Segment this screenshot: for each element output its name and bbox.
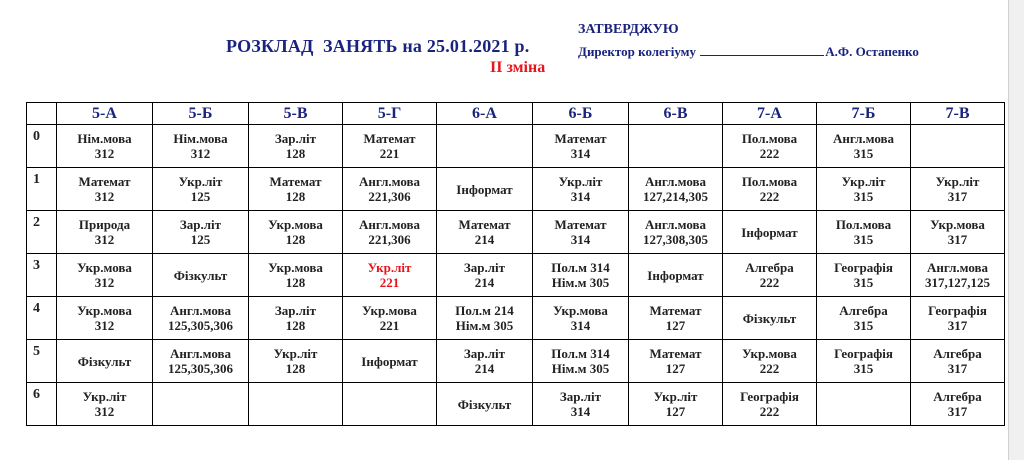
room-text: 317 — [947, 318, 968, 333]
room-text: 312 — [190, 146, 211, 161]
subject-text: Зар.літ — [559, 389, 602, 404]
room-text: 317 — [947, 361, 968, 376]
lesson-cell — [817, 340, 911, 383]
subject-text: Пол.мова — [741, 131, 798, 146]
lesson-cell — [153, 340, 249, 383]
lesson-cell — [533, 297, 629, 340]
lesson-cell — [629, 383, 723, 426]
room-text: 314 — [570, 404, 591, 419]
room-text: 222 — [759, 146, 780, 161]
subject-text: Пол.м 314 — [551, 346, 610, 361]
lesson-cell — [911, 211, 1005, 254]
subject-text: Алгебра — [933, 346, 982, 361]
room-text: 128 — [285, 146, 306, 161]
room-text: 128 — [285, 318, 306, 333]
subject-text: Математ — [78, 174, 131, 189]
subject-text: Укр.мова — [77, 260, 132, 275]
lesson-cell — [57, 383, 153, 426]
subject-text: Укр.мова — [268, 217, 323, 232]
room-text: 317 — [947, 232, 968, 247]
room-text: 222 — [759, 361, 780, 376]
lesson-cell — [723, 297, 817, 340]
subject-text: Математ — [554, 217, 607, 232]
lesson-cell — [533, 125, 629, 168]
lesson-cell — [343, 211, 437, 254]
subject-text: Математ — [649, 346, 702, 361]
lesson-cell — [723, 254, 817, 297]
lesson-number: 6 — [27, 383, 57, 426]
room-text: 127,214,305 — [643, 189, 708, 204]
lesson-number: 2 — [27, 211, 57, 254]
lesson-cell — [57, 125, 153, 168]
page-title: РОЗКЛАД ЗАНЯТЬ на 25.01.2021 р. — [226, 36, 530, 56]
lesson-cell — [911, 125, 1005, 168]
lesson-cell — [533, 383, 629, 426]
lesson-cell — [817, 211, 911, 254]
subject-text: Математ — [363, 131, 416, 146]
lesson-cell — [911, 383, 1005, 426]
lesson-cell — [249, 125, 343, 168]
lesson-cell — [533, 211, 629, 254]
lesson-cell — [249, 168, 343, 211]
room-text: 315 — [853, 146, 874, 161]
room-text: 214 — [474, 232, 495, 247]
lesson-cell — [437, 340, 533, 383]
room-text: 314 — [570, 232, 591, 247]
room-text: 221 — [379, 275, 400, 290]
lesson-cell — [437, 211, 533, 254]
subject-text: Алгебра — [839, 303, 888, 318]
subject-text: Зар.літ — [463, 260, 506, 275]
room-text: Нім.м 305 — [551, 275, 610, 290]
subject-text: Нім.мова — [173, 131, 228, 146]
subject-text: Англ.мова — [169, 346, 232, 361]
room-text: 127 — [665, 318, 686, 333]
corner-cell — [27, 103, 57, 125]
lesson-number: 3 — [27, 254, 57, 297]
approval-heading: ЗАТВЕРДЖУЮ — [578, 22, 679, 37]
subject-text: Англ.мова — [358, 174, 421, 189]
table-row — [27, 297, 1005, 340]
lesson-cell — [343, 297, 437, 340]
lesson-cell — [153, 383, 249, 426]
subject-text: Фізкульт — [742, 310, 797, 326]
subject-text: Укр.літ — [841, 174, 886, 189]
lesson-cell — [153, 297, 249, 340]
room-text: 222 — [759, 275, 780, 290]
subject-text: Фізкульт — [77, 353, 132, 369]
lesson-cell — [723, 168, 817, 211]
lesson-cell — [629, 168, 723, 211]
room-text: 214 — [474, 275, 495, 290]
room-text: 315 — [853, 275, 874, 290]
subject-text: Англ.мова — [169, 303, 232, 318]
subject-text: Укр.мова — [362, 303, 417, 318]
lesson-cell — [57, 254, 153, 297]
subject-text: Укр.літ — [558, 174, 603, 189]
shift-label: ІІ зміна — [490, 59, 546, 76]
class-header: 6-А — [437, 103, 533, 125]
lesson-number: 5 — [27, 340, 57, 383]
room-text: 127 — [665, 404, 686, 419]
subject-text: Інформат — [361, 353, 418, 369]
lesson-cell — [343, 254, 437, 297]
lesson-cell — [911, 340, 1005, 383]
room-text: 128 — [285, 275, 306, 290]
lesson-cell — [343, 340, 437, 383]
room-text: 222 — [759, 189, 780, 204]
lesson-cell — [437, 168, 533, 211]
lesson-cell — [911, 254, 1005, 297]
subject-text: Англ.мова — [644, 174, 707, 189]
room-text: 127,308,305 — [643, 232, 708, 247]
room-text: 125,305,306 — [168, 318, 233, 333]
subject-text: Зар.літ — [274, 303, 317, 318]
room-text: 315 — [853, 232, 874, 247]
lesson-number: 1 — [27, 168, 57, 211]
lesson-cell — [533, 340, 629, 383]
room-text: 222 — [759, 404, 780, 419]
room-text: 314 — [570, 146, 591, 161]
class-header: 5-А — [57, 103, 153, 125]
lesson-cell — [629, 211, 723, 254]
subject-text: Укр.літ — [653, 389, 698, 404]
class-header: 6-Б — [533, 103, 629, 125]
table-header-row — [27, 103, 1005, 125]
lesson-cell — [343, 383, 437, 426]
room-text: 128 — [285, 232, 306, 247]
subject-text: Географія — [928, 303, 987, 318]
subject-text: Англ.мова — [926, 260, 989, 275]
subject-text: Укр.мова — [553, 303, 608, 318]
room-text: 315 — [853, 361, 874, 376]
subject-text: Алгебра — [745, 260, 794, 275]
director-name: А.Ф. Остапенко — [825, 44, 919, 59]
table-row — [27, 254, 1005, 297]
lesson-cell — [437, 297, 533, 340]
lesson-cell — [249, 254, 343, 297]
lesson-cell — [629, 125, 723, 168]
room-text: 221,306 — [368, 232, 411, 247]
subject-text: Нім.мова — [77, 131, 132, 146]
room-text: 128 — [285, 361, 306, 376]
subject-text: Англ.мова — [644, 217, 707, 232]
room-text: 312 — [94, 189, 115, 204]
signature-underline — [700, 43, 824, 56]
table-row — [27, 125, 1005, 168]
lesson-cell — [153, 125, 249, 168]
room-text: 125 — [190, 189, 211, 204]
subject-text: Зар.літ — [274, 131, 317, 146]
lesson-cell — [153, 168, 249, 211]
lesson-number: 4 — [27, 297, 57, 340]
lesson-number: 0 — [27, 125, 57, 168]
room-text: 125,305,306 — [168, 361, 233, 376]
table-row — [27, 340, 1005, 383]
lesson-cell — [817, 297, 911, 340]
lesson-cell — [723, 125, 817, 168]
lesson-cell — [817, 383, 911, 426]
lesson-cell — [629, 254, 723, 297]
room-text: 312 — [94, 232, 115, 247]
subject-text: Географія — [834, 260, 893, 275]
room-text: 312 — [94, 275, 115, 290]
room-text: 128 — [285, 189, 306, 204]
table-body — [27, 125, 1005, 426]
class-header: 7-А — [723, 103, 817, 125]
room-text: 315 — [853, 189, 874, 204]
lesson-cell — [249, 383, 343, 426]
lesson-cell — [343, 168, 437, 211]
subject-text: Пол.м 314 — [551, 260, 610, 275]
subject-text: Англ.мова — [832, 131, 895, 146]
lesson-cell — [249, 211, 343, 254]
lesson-cell — [629, 297, 723, 340]
lesson-cell — [343, 125, 437, 168]
room-text: 125 — [190, 232, 211, 247]
lesson-cell — [153, 254, 249, 297]
subject-text: Фізкульт — [457, 396, 512, 412]
room-text: 221 — [379, 318, 400, 333]
lesson-cell — [817, 254, 911, 297]
director-label: Директор колегіуму — [578, 44, 697, 59]
subject-text: Інформат — [647, 267, 704, 283]
subject-text: Математ — [649, 303, 702, 318]
room-text: 127 — [665, 361, 686, 376]
subject-text: Укр.літ — [273, 346, 318, 361]
subject-text: Інформат — [456, 181, 513, 197]
subject-text: Алгебра — [933, 389, 982, 404]
lesson-cell — [437, 254, 533, 297]
class-header: 7-Б — [817, 103, 911, 125]
class-header: 5-В — [249, 103, 343, 125]
room-text: Нім.м 305 — [455, 318, 514, 333]
lesson-cell — [723, 340, 817, 383]
subject-text: Географія — [834, 346, 893, 361]
subject-text: Англ.мова — [358, 217, 421, 232]
subject-text: Укр.мова — [268, 260, 323, 275]
class-header: 5-Г — [343, 103, 437, 125]
lesson-cell — [723, 383, 817, 426]
subject-text: Математ — [458, 217, 511, 232]
subject-text: Укр.мова — [742, 346, 797, 361]
subject-text: Географія — [740, 389, 799, 404]
lesson-cell — [533, 168, 629, 211]
subject-text: Пол.мова — [835, 217, 892, 232]
lesson-cell — [57, 168, 153, 211]
lesson-cell — [57, 340, 153, 383]
lesson-cell — [723, 211, 817, 254]
subject-text: Інформат — [741, 224, 798, 240]
lesson-cell — [911, 297, 1005, 340]
lesson-cell — [533, 254, 629, 297]
lesson-cell — [57, 211, 153, 254]
table-row — [27, 168, 1005, 211]
room-text: 312 — [94, 404, 115, 419]
room-text: Нім.м 305 — [551, 361, 610, 376]
subject-text: Пол.м 214 — [455, 303, 514, 318]
lesson-cell — [437, 125, 533, 168]
lesson-cell — [249, 297, 343, 340]
lesson-cell — [911, 168, 1005, 211]
subject-text: Укр.літ — [935, 174, 980, 189]
room-text: 317 — [947, 404, 968, 419]
subject-text: Природа — [78, 217, 131, 232]
room-text: 312 — [94, 146, 115, 161]
subject-text: Укр.літ — [367, 260, 412, 275]
class-header: 6-В — [629, 103, 723, 125]
subject-text: Пол.мова — [741, 174, 798, 189]
table-row — [27, 383, 1005, 426]
class-header: 5-Б — [153, 103, 249, 125]
subject-text: Укр.мова — [930, 217, 985, 232]
director-signature-line — [578, 43, 919, 60]
subject-text: Математ — [269, 174, 322, 189]
subject-text: Фізкульт — [173, 267, 228, 283]
subject-text: Укр.літ — [178, 174, 223, 189]
lesson-cell — [437, 383, 533, 426]
room-text: 314 — [570, 189, 591, 204]
schedule-table — [26, 102, 1005, 426]
room-text: 315 — [853, 318, 874, 333]
table-row — [27, 211, 1005, 254]
room-text: 317 — [947, 189, 968, 204]
room-text: 221 — [379, 146, 400, 161]
lesson-cell — [153, 211, 249, 254]
lesson-cell — [817, 125, 911, 168]
subject-text: Укр.літ — [82, 389, 127, 404]
lesson-cell — [57, 297, 153, 340]
room-text: 221,306 — [368, 189, 411, 204]
lesson-cell — [817, 168, 911, 211]
lesson-cell — [629, 340, 723, 383]
room-text: 214 — [474, 361, 495, 376]
room-text: 312 — [94, 318, 115, 333]
room-text: 314 — [570, 318, 591, 333]
subject-text: Укр.мова — [77, 303, 132, 318]
lesson-cell — [249, 340, 343, 383]
subject-text: Зар.літ — [179, 217, 222, 232]
subject-text: Математ — [554, 131, 607, 146]
subject-text: Зар.літ — [463, 346, 506, 361]
class-header: 7-В — [911, 103, 1005, 125]
room-text: 317,127,125 — [925, 275, 990, 290]
